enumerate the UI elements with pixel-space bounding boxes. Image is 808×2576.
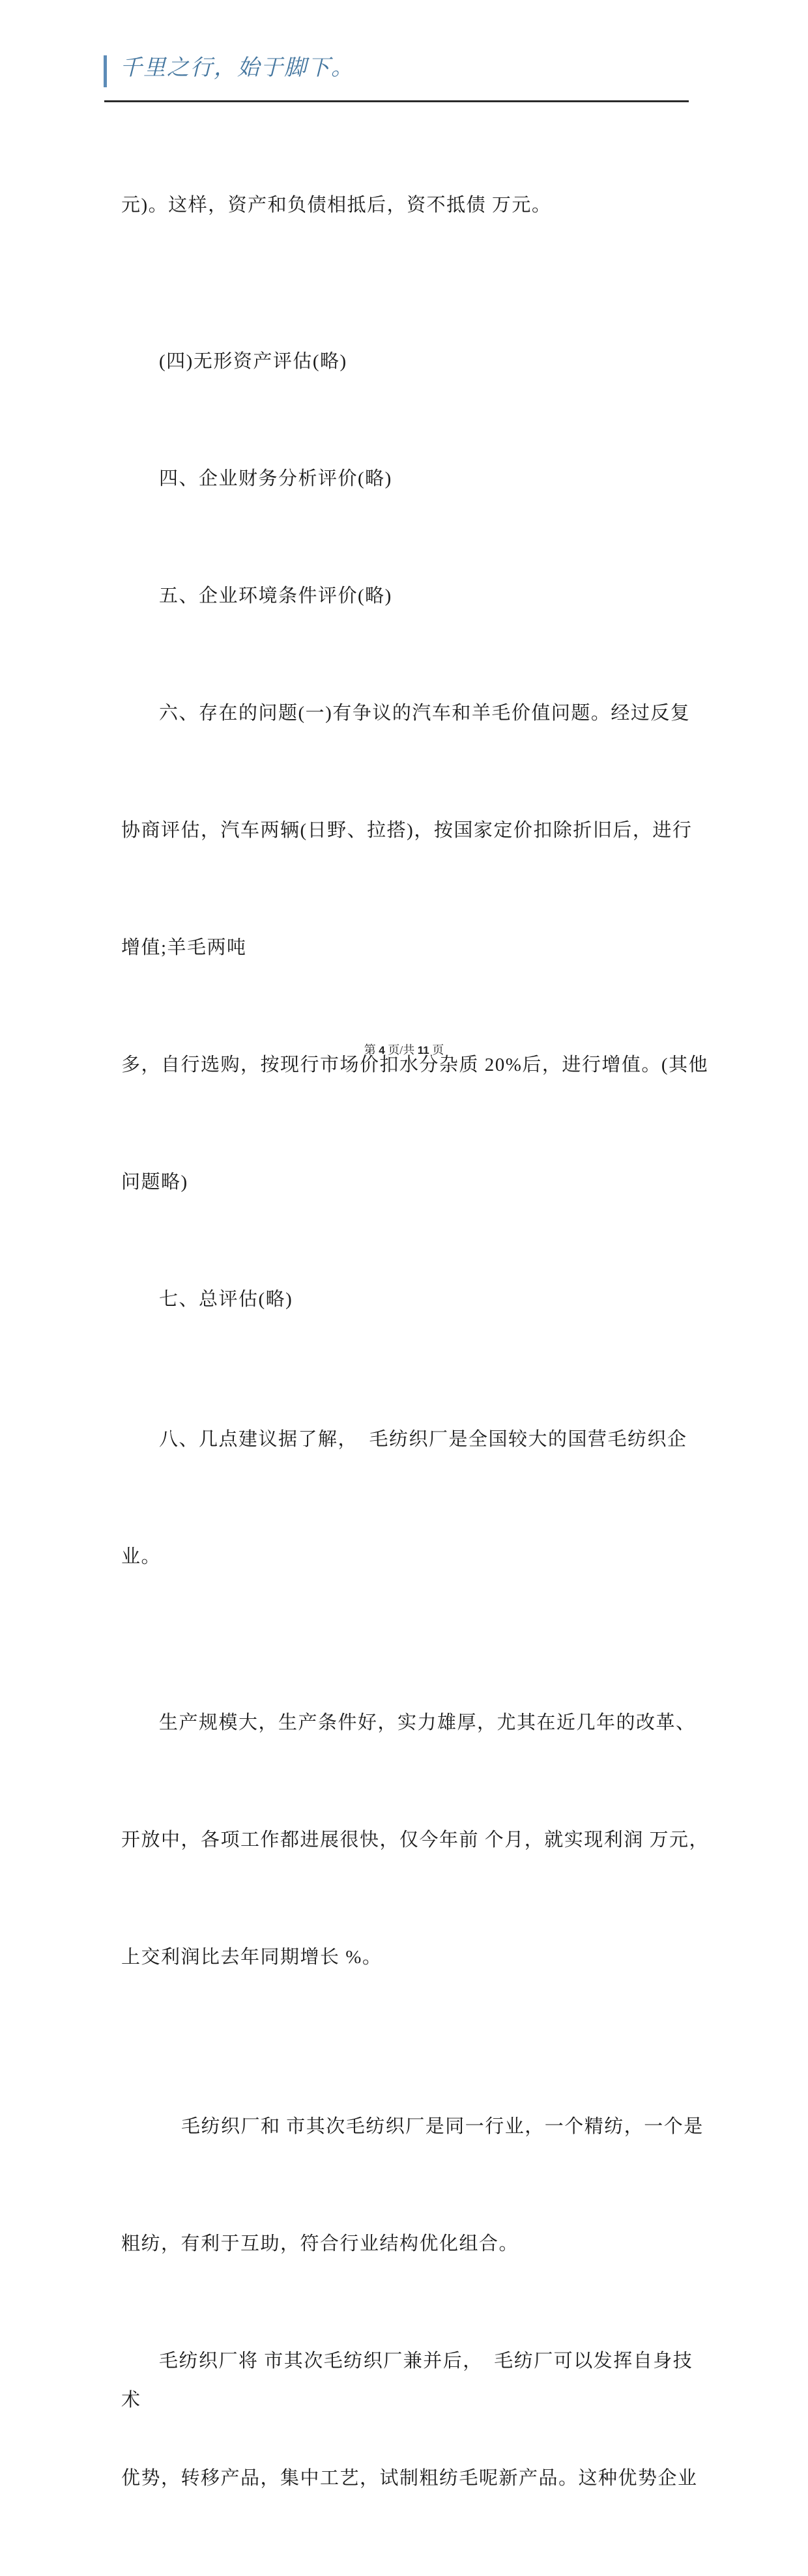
body-line: 增值;羊毛两吨 [121,937,247,958]
header-motto: 千里之行，始于脚下。 [120,55,354,81]
body-line: 多，自行选购，按现行市场价扣水分杂质 20%后，进行增值。(其他 [121,1054,709,1075]
footer-page-number: 4 [379,1044,385,1056]
body-line: 粗纺，有利于互助，符合行业结构优化组合。 [121,2233,519,2254]
footer-separator: 页/共 [384,1043,418,1056]
body-line: 毛纺织厂将 市其次毛纺织厂兼并后， 毛纺厂可以发挥自身技术 [121,2351,693,2411]
footer-total-pages: 11 [417,1044,429,1056]
body-line: 生产规模大，生产条件好，实力雄厚，尤其在近几年的改革、 [159,1712,696,1733]
footer-suffix: 页 [429,1043,444,1056]
body-line: 五、企业环境条件评价(略) [159,586,392,606]
body-line: 优势，转移产品，集中工艺，试制粗纺毛呢新产品。这种优势企业 [121,2468,698,2489]
body-line: 上交利润比去年同期增长 %。 [121,1947,382,1968]
header-accent-bar [104,55,107,87]
body-line: 八、几点建议据了解， 毛纺织厂是全国较大的国营毛纺织企 [159,1429,687,1450]
header-divider-rule [104,100,689,102]
body-line: 协商评估，汽车两辆(日野、拉搭)，按国家定价扣除折旧后，进行 [121,820,693,841]
footer-prefix: 第 [364,1043,379,1056]
body-line: 问题略) [121,1172,188,1193]
body-line: 四、企业财务分析评价(略) [159,468,392,489]
body-line: (四)无形资产评估(略) [159,351,347,372]
body-line: 六、存在的问题(一)有争议的汽车和羊毛价值问题。经过反复 [159,703,691,724]
document-body [121,107,711,2576]
body-line: 元)。这样，资产和负债相抵后，资不抵债 万元。 [121,195,552,216]
body-line: 七、总评估(略) [159,1289,293,1310]
body-line: 业。 [121,1546,162,1567]
page-footer [0,1041,808,1058]
body-line: 毛纺织厂和 市其次毛纺织厂是同一行业，一个精纺，一个是 [181,2116,704,2137]
body-line: 开放中，各项工作都进展很快，仅今年前 个月，就实现利润 万元， [121,1830,710,1850]
